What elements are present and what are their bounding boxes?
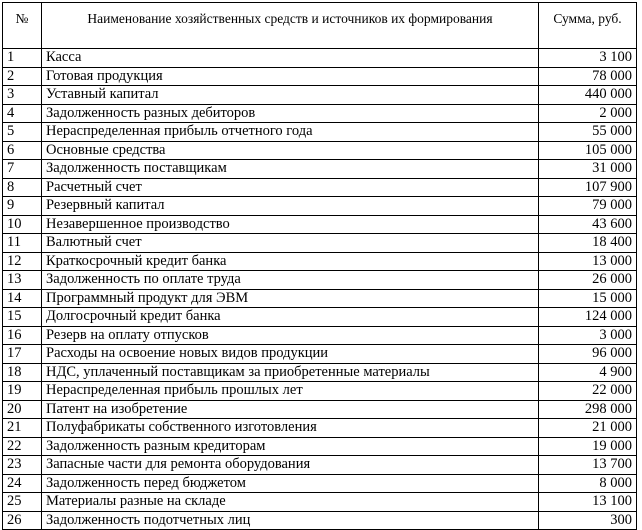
table-row — [3, 437, 637, 456]
row-sum: 3 100 — [539, 49, 637, 68]
row-name: Патент на изобретение — [42, 400, 539, 419]
row-sum: 105 000 — [539, 141, 637, 160]
table-row — [3, 511, 637, 530]
row-name: Материалы разные на складе — [42, 493, 539, 512]
row-name: Резерв на оплату отпусков — [42, 326, 539, 345]
table-header — [3, 3, 637, 49]
row-name: Расчетный счет — [42, 178, 539, 197]
row-number: 19 — [3, 382, 42, 401]
row-sum: 78 000 — [539, 67, 637, 86]
row-name: Задолженность по оплате труда — [42, 271, 539, 290]
row-sum: 300 — [539, 511, 637, 530]
table-row — [3, 160, 637, 179]
row-sum: 22 000 — [539, 382, 637, 401]
table-row — [3, 474, 637, 493]
row-number: 2 — [3, 67, 42, 86]
row-number: 12 — [3, 252, 42, 271]
header-row — [3, 3, 637, 49]
row-name: Основные средства — [42, 141, 539, 160]
table-row — [3, 271, 637, 290]
row-sum: 19 000 — [539, 437, 637, 456]
row-name: Задолженность перед бюджетом — [42, 474, 539, 493]
row-name: Резервный капитал — [42, 197, 539, 216]
table-row — [3, 456, 637, 475]
header-sum: Сумма, руб. — [539, 3, 637, 49]
row-number: 1 — [3, 49, 42, 68]
table-row — [3, 400, 637, 419]
row-name: Программный продукт для ЭВМ — [42, 289, 539, 308]
row-name: Задолженность разным кредиторам — [42, 437, 539, 456]
table-row — [3, 49, 637, 68]
row-name: Уставный капитал — [42, 86, 539, 105]
table-row — [3, 215, 637, 234]
row-name: Касса — [42, 49, 539, 68]
table-row — [3, 382, 637, 401]
table-body — [3, 49, 637, 530]
table-row — [3, 123, 637, 142]
row-name: Задолженность разных дебиторов — [42, 104, 539, 123]
row-name: Задолженность подотчетных лиц — [42, 511, 539, 530]
row-name: Задолженность поставщикам — [42, 160, 539, 179]
ledger-table — [2, 2, 637, 530]
row-number: 4 — [3, 104, 42, 123]
row-number: 8 — [3, 178, 42, 197]
row-name: Готовая продукция — [42, 67, 539, 86]
row-name: Нераспределенная прибыль отчетного года — [42, 123, 539, 142]
row-name: Нераспределенная прибыль прошлых лет — [42, 382, 539, 401]
row-name: Долгосрочный кредит банка — [42, 308, 539, 327]
table-row — [3, 326, 637, 345]
row-sum: 124 000 — [539, 308, 637, 327]
row-name: Валютный счет — [42, 234, 539, 253]
row-number: 10 — [3, 215, 42, 234]
row-sum: 55 000 — [539, 123, 637, 142]
row-sum: 107 900 — [539, 178, 637, 197]
row-sum: 31 000 — [539, 160, 637, 179]
row-sum: 440 000 — [539, 86, 637, 105]
table-row — [3, 141, 637, 160]
row-number: 9 — [3, 197, 42, 216]
row-number: 24 — [3, 474, 42, 493]
table-row — [3, 419, 637, 438]
row-number: 13 — [3, 271, 42, 290]
table-row — [3, 308, 637, 327]
table-row — [3, 493, 637, 512]
row-number: 17 — [3, 345, 42, 364]
row-number: 3 — [3, 86, 42, 105]
row-sum: 2 000 — [539, 104, 637, 123]
row-sum: 298 000 — [539, 400, 637, 419]
header-name: Наименование хозяйственных средств и источников их формирования — [42, 3, 539, 49]
table-row — [3, 289, 637, 308]
table-row — [3, 104, 637, 123]
row-number: 23 — [3, 456, 42, 475]
row-sum: 26 000 — [539, 271, 637, 290]
row-sum: 13 000 — [539, 252, 637, 271]
row-name: НДС, уплаченный поставщикам за приобретенные материалы — [42, 363, 539, 382]
header-number: № — [3, 3, 42, 49]
row-sum: 21 000 — [539, 419, 637, 438]
row-sum: 13 700 — [539, 456, 637, 475]
table-row — [3, 86, 637, 105]
row-number: 7 — [3, 160, 42, 179]
row-number: 15 — [3, 308, 42, 327]
row-number: 16 — [3, 326, 42, 345]
row-number: 21 — [3, 419, 42, 438]
row-number: 6 — [3, 141, 42, 160]
row-number: 22 — [3, 437, 42, 456]
row-name: Краткосрочный кредит банка — [42, 252, 539, 271]
row-number: 18 — [3, 363, 42, 382]
row-sum: 18 400 — [539, 234, 637, 253]
row-sum: 8 000 — [539, 474, 637, 493]
row-number: 20 — [3, 400, 42, 419]
row-sum: 3 000 — [539, 326, 637, 345]
table-row — [3, 178, 637, 197]
row-sum: 79 000 — [539, 197, 637, 216]
row-sum: 13 100 — [539, 493, 637, 512]
table-row — [3, 67, 637, 86]
table-row — [3, 252, 637, 271]
row-number: 14 — [3, 289, 42, 308]
row-number: 26 — [3, 511, 42, 530]
row-number: 5 — [3, 123, 42, 142]
row-sum: 4 900 — [539, 363, 637, 382]
row-sum: 96 000 — [539, 345, 637, 364]
table-row — [3, 234, 637, 253]
row-number: 11 — [3, 234, 42, 253]
row-sum: 43 600 — [539, 215, 637, 234]
row-number: 25 — [3, 493, 42, 512]
row-name: Запасные части для ремонта оборудования — [42, 456, 539, 475]
row-name: Полуфабрикаты собственного изготовления — [42, 419, 539, 438]
row-name: Расходы на освоение новых видов продукции — [42, 345, 539, 364]
row-sum: 15 000 — [539, 289, 637, 308]
table-row — [3, 197, 637, 216]
table-row — [3, 363, 637, 382]
row-name: Незавершенное производство — [42, 215, 539, 234]
table-row — [3, 345, 637, 364]
